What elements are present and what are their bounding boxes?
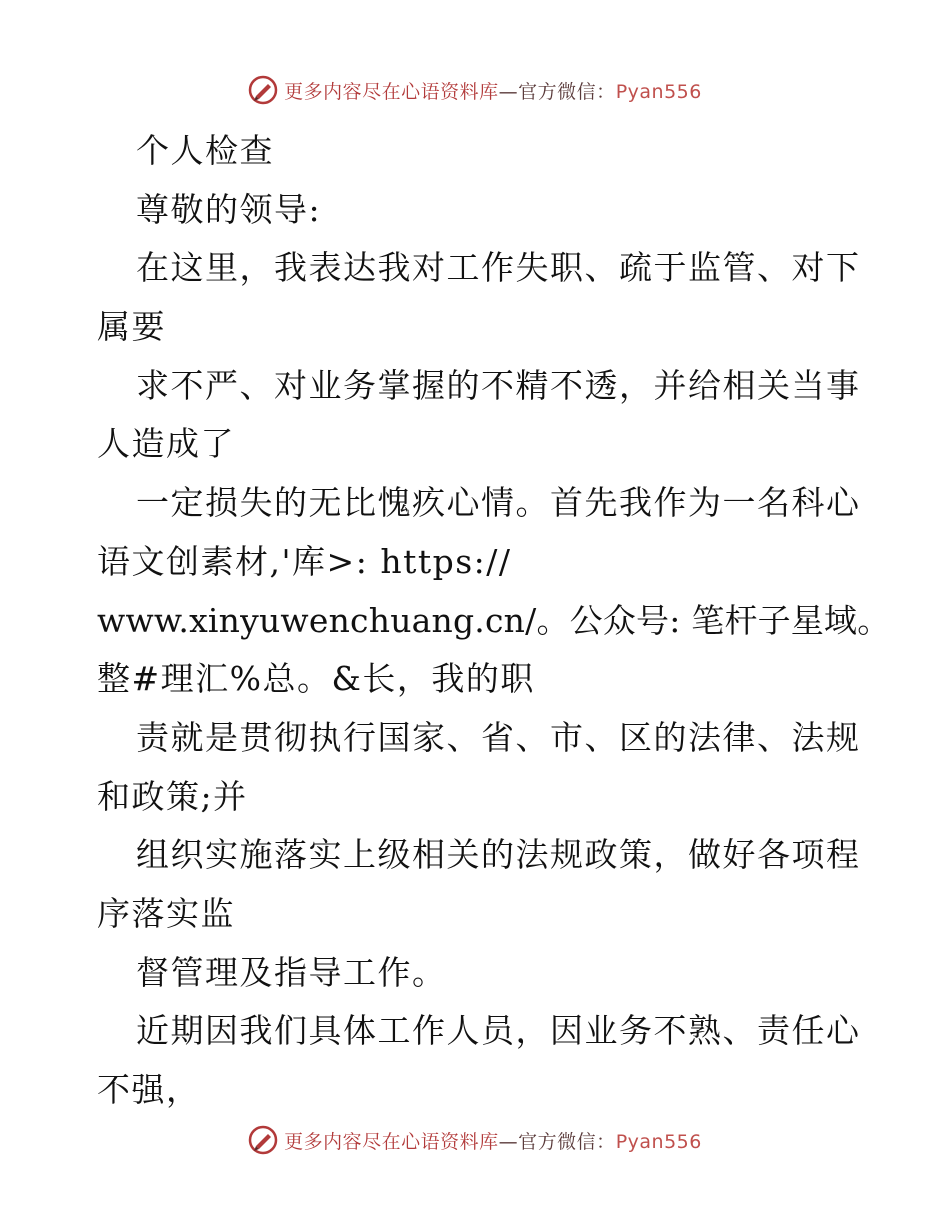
text-line: 尊敬的领导: [136, 189, 322, 229]
header-text [284, 77, 702, 104]
text-line: 语文创素材,'库>: https:// [97, 541, 512, 581]
text-line: 近期因我们具体工作人员，因业务不熟、责任心 [136, 1011, 861, 1051]
text-line: 个人检查 [136, 131, 274, 170]
text-line: 整#理汇%总。&长，我的职 [97, 659, 535, 699]
footer-banner [0, 1120, 950, 1160]
header-site-text: 更多内容尽在心语资料库 [284, 80, 499, 103]
header-contact-id: Pyan556 [615, 80, 702, 103]
text-line: 不强， [97, 1070, 201, 1109]
header-dash: — [498, 80, 519, 103]
text-line: 一定损失的无比愧疚心情。首先我作为一名科心 [136, 483, 861, 523]
text-line: 序落实监 [97, 893, 235, 933]
footer-text [284, 1127, 702, 1154]
header-contact-text: 官方微信： [518, 80, 616, 103]
text-line: 求不严、对业务掌握的不精不透，并给相关当事 [136, 365, 861, 405]
text-line: 在这里，我表达我对工作失职、疏于监管、对下 [136, 248, 861, 288]
pen-logo-icon [248, 1125, 278, 1155]
text-line: 和政策;并 [97, 776, 248, 816]
footer-site-text: 更多内容尽在心语资料库 [284, 1130, 499, 1153]
footer-dash: — [498, 1130, 519, 1153]
footer-contact-id: Pyan556 [615, 1130, 702, 1153]
text-line: 属要 [97, 307, 166, 347]
header-banner [0, 70, 950, 110]
text-line: 人造成了 [97, 424, 235, 464]
text-line: 组织实施落实上级相关的法规政策，做好各项程 [136, 835, 861, 875]
text-line: 责就是贯彻执行国家、省、市、区的法律、法规 [136, 717, 861, 757]
footer-contact-text: 官方微信： [518, 1130, 616, 1153]
text-line: www.xinyuwenchuang.cn/。公众号: 笔杆子星域。 [97, 600, 891, 640]
pen-logo-icon [248, 75, 278, 105]
document-body [97, 122, 891, 1120]
text-line: 督管理及指导工作。 [136, 952, 447, 992]
